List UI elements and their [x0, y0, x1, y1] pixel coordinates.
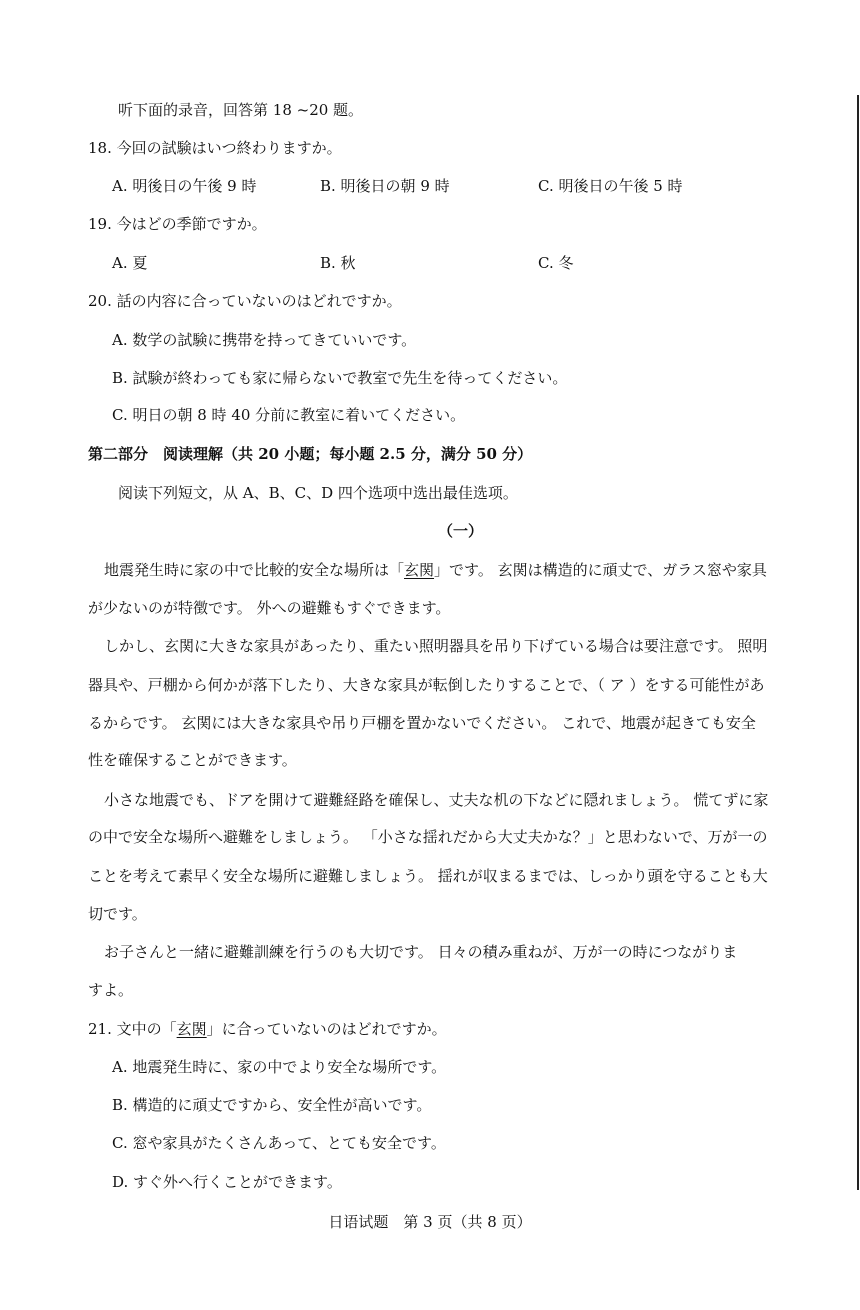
- passage-line: ことを考えて素早く安全な場所に避難しましょう。 揺れが収まるまでは、しっかり頭を守ることも大: [88, 867, 768, 885]
- question-18-option-c: C. 明後日の午後 5 時: [538, 177, 683, 195]
- question-18-stem: 18. 今回の試験はいつ終わりますか。: [88, 139, 342, 157]
- question-18-option-a: A. 明後日の午後 9 時: [112, 177, 257, 195]
- passage-line: 小さな地震でも、ドアを開けて避難経路を確保し、丈夫な机の下などに隠れましょう。 慌てずに家: [104, 791, 769, 809]
- question-21-stem: [88, 1019, 447, 1039]
- passage-line: るからです。 玄関には大きな家具や吊り戸棚を置かないでください。 これで、地震が起きても安全: [88, 714, 756, 732]
- passage-line: 器具や、戸棚から何かが落下したり、大きな家具が転倒したりすることで、（ ア ）をする可能性があ: [88, 676, 765, 694]
- passage-text: 」です。 玄関は構造的に頑丈で、ガラス窓や家具: [434, 561, 767, 579]
- question-21-option-c: C. 窓や家具がたくさんあって、とても安全です。: [112, 1134, 446, 1152]
- question-text: 」に合っていないのはどれですか。: [206, 1020, 447, 1038]
- listening-instruction: 听下面的录音，回答第 18 ~20 题。: [118, 101, 364, 119]
- passage-line: 性を確保することができます。: [88, 751, 297, 769]
- question-20-option-a: A. 数学の試験に携帯を持ってきていいです。: [112, 331, 417, 349]
- part2-instruction: 阅读下列短文，从 A、B、C、D 四个选项中选出最佳选项。: [118, 484, 518, 502]
- passage-line: お子さんと一緒に避難訓練を行うのも大切です。 日々の積み重ねが、万が一の時につながりま: [104, 943, 738, 961]
- question-text: 21. 文中の「: [88, 1020, 177, 1038]
- underlined-term: 玄関: [404, 561, 435, 579]
- page-edge-rule: [857, 95, 859, 1190]
- question-19-stem: 19. 今はどの季節ですか。: [88, 215, 267, 233]
- question-19-option-b: B. 秋: [320, 254, 356, 272]
- question-18-option-b: B. 明後日の朝 9 時: [320, 177, 450, 195]
- question-20-option-c: C. 明日の朝 8 時 40 分前に教室に着いてください。: [112, 406, 466, 424]
- question-20-stem: 20. 話の内容に合っていないのはどれですか。: [88, 292, 402, 310]
- passage-line: [104, 560, 767, 580]
- question-20-option-b: B. 試験が終わっても家に帰らないで教室で先生を待ってください。: [112, 369, 568, 387]
- question-21-option-a: A. 地震発生時に、家の中でより安全な場所です。: [112, 1058, 447, 1076]
- passage-line: すよ。: [88, 981, 134, 999]
- section-number: （一）: [438, 522, 484, 540]
- passage-line: が少ないのが特徴です。 外への避難もすぐできます。: [88, 599, 451, 617]
- passage-line: しかし、玄関に大きな家具があったり、重たい照明器具を吊り下げている場合は要注意です。 照明: [104, 637, 768, 655]
- question-19-option-a: A. 夏: [112, 254, 148, 272]
- question-21-option-b: B. 構造的に頑丈ですから、安全性が高いです。: [112, 1096, 432, 1114]
- question-21-option-d: D. すぐ外へ行くことができます。: [112, 1173, 342, 1191]
- passage-line: 切です。: [88, 905, 147, 923]
- page-footer: 日语试题 第 3 页（共 8 页）: [328, 1213, 532, 1231]
- underlined-term: 玄関: [176, 1020, 207, 1038]
- question-19-option-c: C. 冬: [538, 254, 574, 272]
- part2-heading: 第二部分 阅读理解（共 20 小题；每小题 2.5 分，满分 50 分）: [88, 445, 533, 463]
- passage-text: 地震発生時に家の中で比較的安全な場所は「: [104, 561, 405, 579]
- passage-line: の中で安全な場所へ避難をしましょう。 「小さな揺れだから大丈夫かな？」と思わないで、万が一の: [88, 828, 768, 846]
